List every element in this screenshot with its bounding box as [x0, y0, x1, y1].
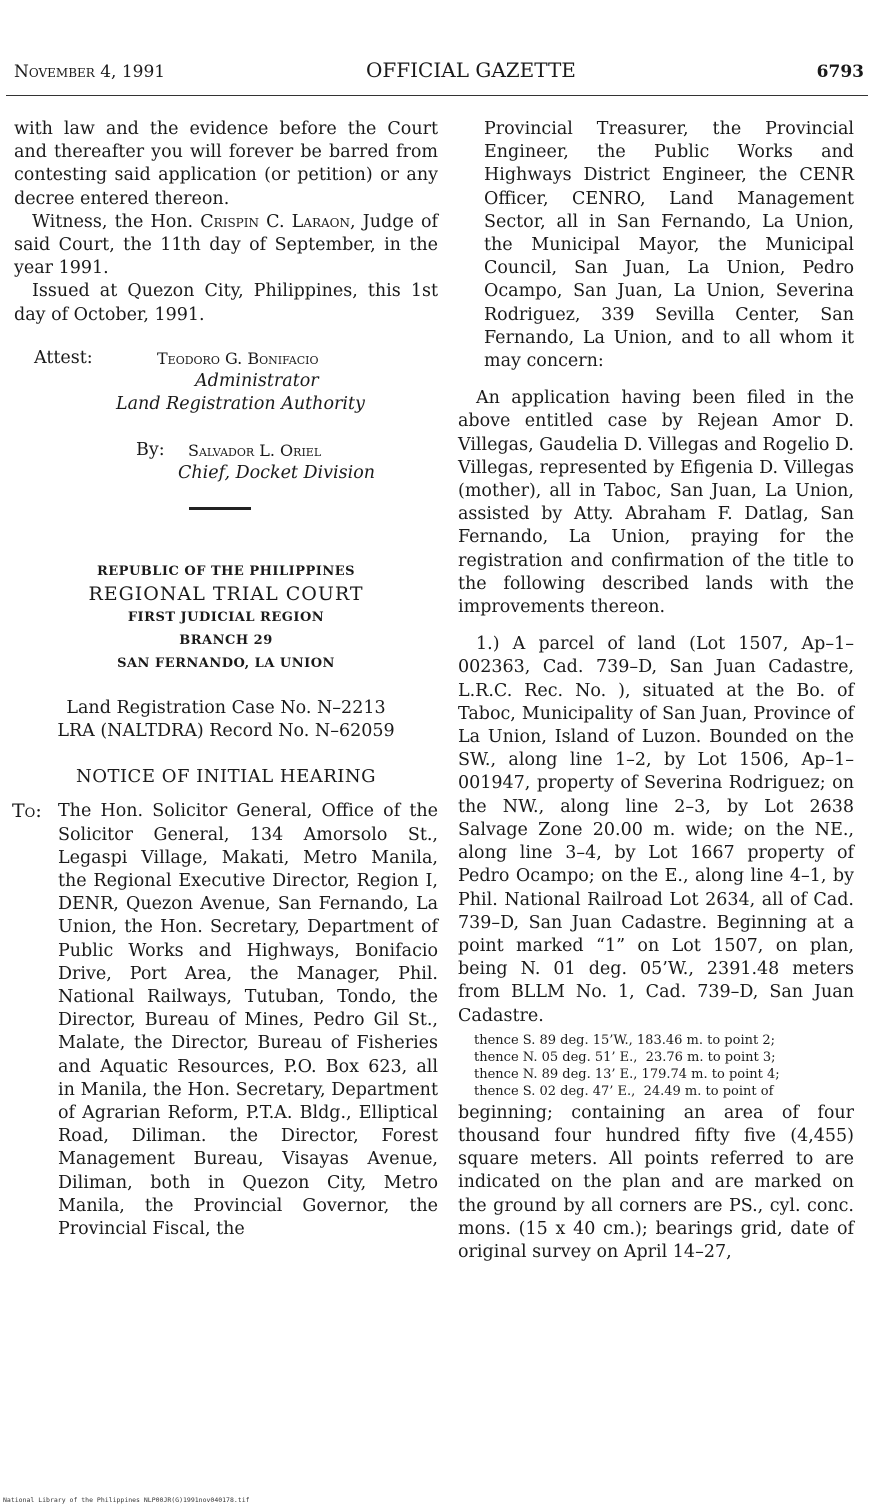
publication-title: OFFICIAL GAZETTE [366, 58, 576, 82]
bearings-list [474, 1032, 854, 1100]
bearing-line: thence N. 05 deg. 51’ E., 23.76 m. to point 3; [474, 1049, 776, 1065]
case-number: Land Registration Case No. N–2213 [66, 697, 386, 718]
header-rule [6, 95, 868, 96]
by-title: Chief, Docket Division [178, 462, 376, 483]
closing-paragraph: beginning; containing an area of four thousand four hundred fifty five (4,455) square meters. All points referred to are indicated on the plan and are marked on the ground by all corners are PS., cyl. conc. mons. (15 x 40 cm.); bearings grid, date of original survey on April 14–27, [458, 1102, 854, 1262]
court-line-3: FIRST JUDICIAL REGION [127, 609, 325, 625]
court-line-1: REPUBLIC OF THE PHILIPPINES [96, 563, 356, 579]
bearing-line: thence S. 02 deg. 47’ E., 24.49 m. to point of [474, 1083, 774, 1099]
notice-title: NOTICE OF INITIAL HEARING [75, 766, 377, 788]
court-line-5: SAN FERNANDO, LA UNION [117, 655, 335, 671]
attest-title-2: Land Registration Authority [116, 393, 365, 414]
witness-suffix: , Judge of said Court, the 11th day of September, in the year 1991. [14, 211, 438, 279]
court-line-4: BRANCH 29 [179, 632, 273, 648]
by-name: Salvador L. Oriel [188, 440, 322, 460]
header-date: November 4, 1991 [14, 62, 166, 82]
right-column [458, 118, 854, 1264]
addressees-text: The Hon. Solicitor General, Office of the Solicitor General, 134 Amorsolo St., Legaspi Village, Makati, Metro Manila, the Regional Executive Director, Region I, DENR, Quezon Avenue, San Fernando, La Union, the Hon. Secretary, Department of Public Works and Highways, Bonifacio Drive, Port Area, the Manager, Phil. National Railways, Tutuban, Tondo, the Director, Bureau of Mines, Pedro Gil St., Malate, the Director, Bureau of Fisheries and Aquatic Resources, P.O. Box 623, all in Manila, the Hon. Secretary, Department of Agrarian Reform, P.T.A. Bldg., Elliptical Road, Diliman. the Director, Forest Management Bureau, Visayas Avenue, Diliman, both in Quezon City, Metro Manila, the Provincial Governor, the Provincial Fiscal, the [58, 801, 438, 1240]
issued-paragraph: Issued at Quezon City, Philippines, this 1st day of October, 1991. [14, 281, 438, 325]
bearing-line: thence S. 89 deg. 15’W., 183.46 m. to point 2; [474, 1032, 775, 1048]
to-label: To: [12, 800, 42, 823]
attest-label: Attest: [34, 347, 93, 368]
parcel-description: 1.) A parcel of land (Lot 1507, Ap–1–002363, Cad. 739–D, San Juan Cadastre, L.R.C. Rec. No. ), situated at the Bo. of Taboc, Municipality of San Juan, Province of La Union, Island of Luzon. Bounded on the SW., along line 1–2, by Lot 1506, Ap–1–001947, property of Severina Rodriguez; on the NW., along line 2–3, by Lot 2638 Salvage Zone 20.00 m. wide; on the NE., along line 3–4, by Lot 1667 property of Pedro Ocampo; on the E., along line 4–1, by Phil. National Railroad Lot 2634, all of Cad. 739–D, San Juan Cadastre. Beginning at a point marked “1” on Lot 1507, on plan, being N. 01 deg. 05’W., 2391.48 meters from BLLM No. 1, Cad. 739–D, San Juan Cadastre. [458, 634, 854, 1026]
page-header [14, 58, 866, 92]
attest-name: Teodoro G. Bonifacio [157, 348, 319, 368]
witness-prefix: Witness, the Hon. [32, 211, 201, 232]
court-heading [14, 560, 438, 675]
attest-title-1: Administrator [195, 370, 319, 391]
addressees-continued: Provincial Treasurer, the Provincial Engineer, the Public Works and Highways District Engineer, the CENR Officer, CENRO, Land Management Sector, all in San Fernando, La Union, the Municipal Mayor, the Municipal Council, San Juan, La Union, Pedro Ocampo, San Juan, La Union, Severina Rodriguez, 339 Sevilla Center, San Fernando, La Union, and to all whom it may concern: [484, 119, 854, 372]
record-number: LRA (NALTDRA) Record No. N–62059 [57, 721, 395, 742]
addressees-block [14, 800, 438, 1241]
witness-paragraph [14, 211, 438, 281]
left-column [14, 118, 438, 1241]
by-label: By: [136, 439, 165, 460]
opening-paragraph: with law and the evidence before the Court and thereafter you will forever be barred from contesting said application (or petition) or any decree entered thereon. [14, 119, 438, 209]
attestation-block [14, 347, 438, 507]
court-line-2: REGIONAL TRIAL COURT [88, 582, 364, 605]
judge-name: Crispin C. Laraon [200, 211, 351, 232]
page-number: 6793 [816, 62, 864, 82]
application-paragraph: An application having been filed in the above entitled case by Rejean Amor D. Villegas, Gaudelia D. Villegas and Rogelio D. Villegas, represented by Efigenia D. Villegas (mother), all in Taboc, San Juan, La Union, assisted by Atty. Abraham F. Datlag, San Fernando, La Union, praying for the registration and confirmation of the title to the following described lands with the improvements thereon. [458, 388, 854, 618]
scan-footer: National Library of the Philippines NLP00JR(G)1991nov040178.tif [3, 1496, 250, 1504]
section-divider [189, 507, 251, 510]
bearing-line: thence N. 89 deg. 13’ E., 179.74 m. to point 4; [474, 1066, 780, 1082]
